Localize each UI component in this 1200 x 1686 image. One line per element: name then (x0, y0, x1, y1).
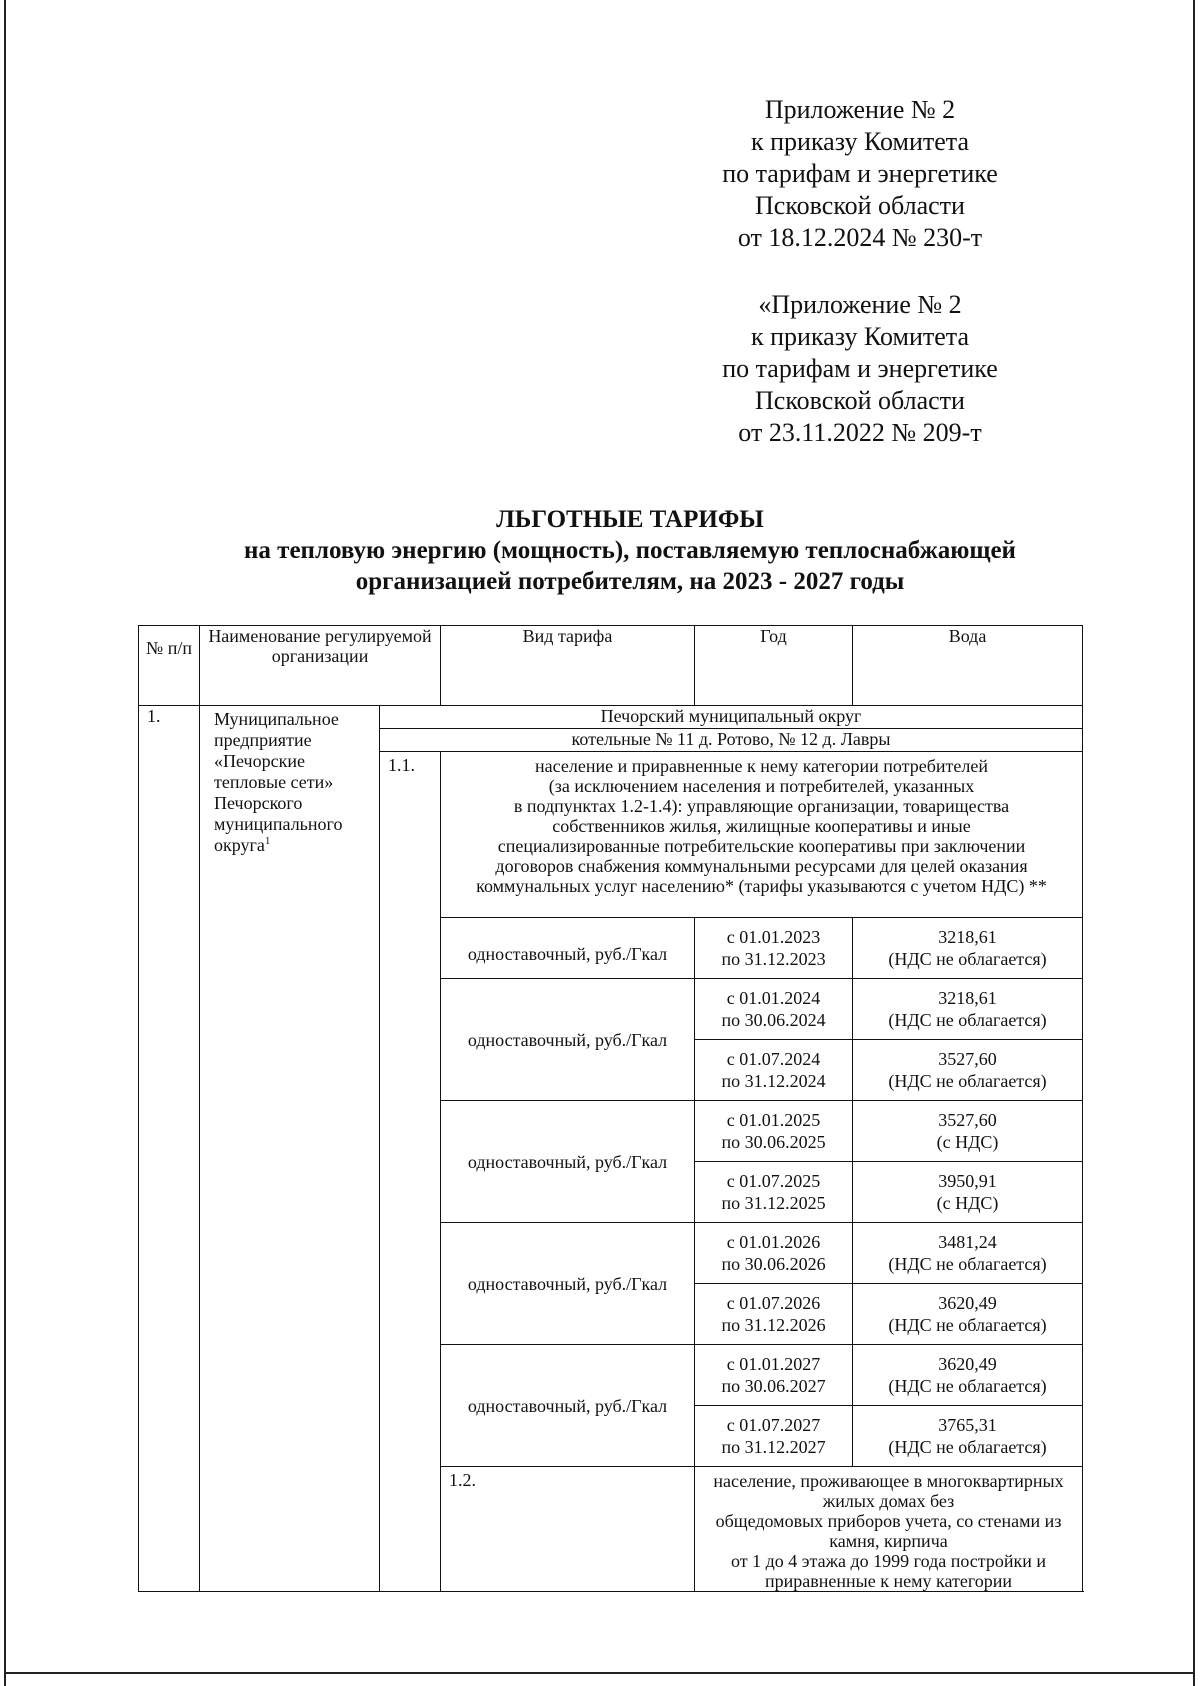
tariff-value: 3527,60 (938, 1110, 997, 1130)
period-cell (695, 1284, 853, 1345)
title-line-3: организацией потребителям, на 2023 - 2027 годы (355, 568, 905, 595)
district-name: Печорский муниципальный округ (380, 706, 1083, 729)
period-from: с 01.07.2027 (726, 1415, 821, 1435)
period-to: по 30.06.2024 (721, 1010, 826, 1030)
tariff-value: 3218,61 (938, 988, 997, 1008)
appendix-header-original (680, 289, 1040, 449)
period-to: по 30.06.2027 (721, 1376, 826, 1396)
appendix-line: Приложение № 2 (764, 95, 956, 124)
period-cell (695, 1406, 853, 1467)
title-line-2: на тепловую энергию (мощность), поставляемую теплоснабжающей (244, 537, 1016, 564)
organization-name (200, 706, 380, 1592)
row-number: 1. (139, 706, 200, 1592)
period-to: по 31.12.2026 (721, 1315, 826, 1335)
page-border-left (4, 0, 6, 1686)
tariff-type: одноставочный, руб./Гкал (441, 1345, 695, 1467)
vat-note: (НДС не облагается) (888, 1010, 1047, 1030)
consumer-category: население, проживающее в многоквартирных жилых домах без общедомовых приборов учета, со стенами из камня, кирпича от 1 до 4 этажа до 1999 года постройки и приравненные к нему категории (695, 1467, 1083, 1592)
tariff-value: 3218,61 (938, 927, 997, 947)
period-to: по 30.06.2025 (721, 1132, 826, 1152)
period-to: по 30.06.2026 (721, 1254, 826, 1274)
appendix-line: по тарифам и энергетике (722, 354, 998, 383)
organization-footnote: 1 (264, 835, 271, 847)
table-header-row (139, 626, 1083, 706)
appendix-line: к приказу Комитета (750, 322, 969, 351)
header-year: Год (695, 626, 853, 706)
tariff-value-cell (853, 1345, 1083, 1406)
vat-note: (НДС не облагается) (888, 1071, 1047, 1091)
page-border-bottom (4, 1672, 1194, 1674)
vat-note: (НДС не облагается) (888, 949, 1047, 969)
header-org: Наименование регулируемой организации (200, 626, 441, 706)
vat-note: (НДС не облагается) (888, 1254, 1047, 1274)
tariff-value-cell (853, 1284, 1083, 1345)
page-border-right (1193, 0, 1195, 1686)
tariff-value: 3620,49 (938, 1354, 997, 1374)
period-cell (695, 1162, 853, 1223)
organization-name-text: Муниципальное предприятие «Печорские тепловые сети» Печорского муниципального округа (214, 709, 343, 855)
boiler-houses: котельные № 11 д. Ротово, № 12 д. Лавры (380, 729, 1083, 752)
tariff-value-cell (853, 1040, 1083, 1101)
period-from: с 01.07.2026 (726, 1293, 821, 1313)
period-to: по 31.12.2024 (721, 1071, 826, 1091)
appendix-header-current (680, 94, 1040, 254)
period-cell (695, 1101, 853, 1162)
tariff-value-cell (853, 1406, 1083, 1467)
tariff-value-cell (853, 1223, 1083, 1284)
header-num: № п/п (139, 626, 200, 706)
header-type: Вид тарифа (441, 626, 695, 706)
subitem-number: 1.2. (441, 1467, 695, 1592)
appendix-line: к приказу Комитета (750, 127, 969, 156)
tariff-type: одноставочный, руб./Гкал (441, 1223, 695, 1345)
table-row-district (139, 706, 1083, 729)
period-to: по 31.12.2027 (721, 1437, 826, 1457)
period-from: с 01.01.2027 (726, 1354, 821, 1374)
tariff-value-cell (853, 1162, 1083, 1223)
period-from: с 01.07.2025 (726, 1171, 821, 1191)
period-cell (695, 1345, 853, 1406)
tariff-type: одноставочный, руб./Гкал (441, 1101, 695, 1223)
period-cell (695, 918, 853, 979)
consumer-category: население и приравненные к нему категории потребителей (за исключением населения и потребителей, указанных в подпунктах 1.2-1.4): управляющие организации, товарищества собственников жилья, жилищные кооперативы и иные специализированные потребительские кооперативы при заключении договоров снабжения коммунальными ресурсами для целей оказания коммунальных услуг населению* (тарифы указываются с учетом НДС) ** (441, 752, 1083, 918)
vat-note: (НДС не облагается) (888, 1437, 1047, 1457)
period-from: с 01.01.2023 (726, 927, 821, 947)
vat-note: (НДС не облагается) (888, 1376, 1047, 1396)
period-to: по 31.12.2023 (721, 949, 826, 969)
tariff-value: 3527,60 (938, 1049, 997, 1069)
period-from: с 01.07.2024 (726, 1049, 821, 1069)
appendix-line: Псковской области (755, 191, 965, 220)
period-from: с 01.01.2026 (726, 1232, 821, 1252)
appendix-line: «Приложение № 2 (758, 290, 962, 319)
appendix-line: по тарифам и энергетике (722, 159, 998, 188)
tariff-value: 3765,31 (938, 1415, 997, 1435)
subitem-number: 1.1. (380, 752, 441, 1592)
appendix-line: от 23.11.2022 № 209-т (738, 418, 982, 447)
tariff-value-cell (853, 979, 1083, 1040)
appendix-line: от 18.12.2024 № 230-т (737, 223, 983, 252)
period-from: с 01.01.2024 (726, 988, 821, 1008)
title-line-1: ЛЬГОТНЫЕ ТАРИФЫ (496, 506, 764, 533)
period-cell (695, 1040, 853, 1101)
header-water: Вода (853, 626, 1083, 706)
period-cell (695, 979, 853, 1040)
tariff-type: одноставочный, руб./Гкал (441, 979, 695, 1101)
document-title (140, 504, 1120, 597)
vat-note: (НДС не облагается) (888, 1315, 1047, 1335)
tariff-value: 3620,49 (938, 1293, 997, 1313)
appendix-line: Псковской области (755, 386, 965, 415)
vat-note: (с НДС) (936, 1193, 999, 1213)
vat-note: (с НДС) (936, 1132, 999, 1152)
tariffs-table (138, 625, 1083, 1592)
period-cell (695, 1223, 853, 1284)
tariff-value-cell (853, 918, 1083, 979)
tariff-value: 3481,24 (938, 1232, 997, 1252)
tariff-value-cell (853, 1101, 1083, 1162)
tariff-type: одноставочный, руб./Гкал (441, 918, 695, 979)
period-from: с 01.01.2025 (726, 1110, 821, 1130)
tariff-value: 3950,91 (938, 1171, 997, 1191)
period-to: по 31.12.2025 (721, 1193, 826, 1213)
